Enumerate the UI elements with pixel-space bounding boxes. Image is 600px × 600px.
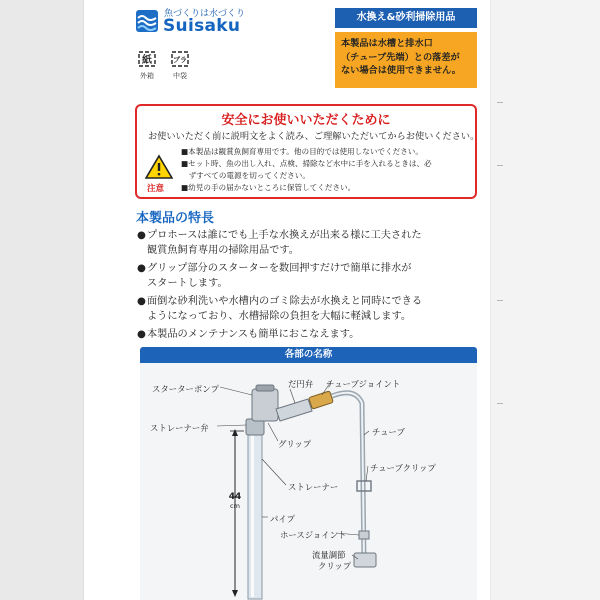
safety-item: ■本製品は観賞魚飼育専用です。他の目的では使用しないでください。 — [181, 147, 423, 156]
feature-line: ようになっており、水槽掃除の負担を大幅に軽減します。 — [147, 311, 412, 322]
label-flow-clip-2: クリップ — [318, 561, 352, 571]
paper-recycle-mark — [132, 48, 162, 81]
usage-notice-line: 本製品は水槽と排水口 — [341, 38, 433, 49]
label-hose-joint: ホースジョイント — [280, 530, 347, 540]
label-strainer: ストレーナー — [288, 482, 339, 492]
label-starter-pump: スターターポンプ — [152, 384, 219, 394]
warning-label: 注意 — [147, 184, 165, 194]
hose-joint-shape — [359, 531, 369, 539]
safety-item: ■セット時、魚の出し入れ、点検、掃除など水中に手を入れるときは、必 — [181, 159, 432, 168]
category-badge: 水換え&砂利掃除用品 — [335, 8, 477, 28]
features-title: 本製品の特長 — [136, 211, 215, 226]
edge-mark — [497, 102, 503, 103]
safety-item: ずすべての電源を切ってください。 — [181, 171, 310, 180]
bullet-icon: ● — [137, 230, 146, 241]
feature-line: 観賞魚飼育専用の掃除用品です。 — [147, 245, 299, 256]
feature-item — [137, 261, 477, 291]
feature-line: 本製品のメンテナンスも簡単におこなえます。 — [147, 329, 360, 340]
label-check-valve: だ円弁 — [288, 379, 314, 389]
brand-name: Suisaku — [163, 16, 241, 36]
brand-tagline: 魚づくりは水づくり — [164, 9, 246, 19]
bullet-icon: ● — [137, 296, 146, 307]
usage-notice — [335, 32, 477, 88]
height-unit: cm — [230, 502, 240, 510]
starter-pump-shape — [252, 389, 278, 421]
flow-clip-shape — [354, 553, 376, 567]
svg-text:紙: 紙 — [142, 55, 152, 66]
paper-recycle-label: 外箱 — [140, 72, 154, 80]
bullet-icon: ● — [137, 263, 146, 274]
safety-item: ■幼児の手の届かないところに保管してください。 — [181, 183, 356, 192]
usage-notice-line: ない場合は使用できません。 — [341, 65, 461, 76]
label-tube-clip: チューブクリップ — [370, 463, 436, 473]
feature-line: 面倒な砂利洗いや水槽内のゴミ除去が水換えと同時にできる — [147, 296, 423, 307]
grip-shape — [276, 399, 312, 421]
usage-notice-line: （チューブ先端）との落差が — [341, 51, 460, 63]
background-edge — [490, 0, 600, 600]
recycle-icon — [135, 48, 159, 70]
parts-diagram — [140, 363, 477, 600]
warning-triangle-icon — [145, 154, 173, 180]
safety-title: 安全にお使いいただくために — [221, 113, 391, 128]
label-tube-joint: チューブジョイント — [326, 379, 401, 389]
height-dimension — [228, 492, 242, 510]
tube-joint-shape — [309, 391, 334, 409]
plastic-recycle-mark — [165, 48, 195, 81]
edge-mark — [497, 165, 503, 166]
label-tube: チューブ — [372, 427, 405, 437]
bullet-icon: ● — [137, 329, 146, 340]
feature-line: スタートします。 — [147, 278, 228, 289]
feature-item — [137, 228, 477, 258]
feature-line: グリップ部分のスターターを数回押すだけで簡単に排水が — [147, 263, 412, 274]
feature-item — [137, 327, 477, 342]
plastic-recycle-label: 中袋 — [173, 72, 187, 80]
feature-item — [137, 294, 477, 324]
parts-header: 各部の名称 — [140, 347, 477, 363]
pipe-shape — [248, 431, 262, 599]
feature-line: プロホースは誰にでも上手な水換えが出来る様に工夫された — [147, 230, 422, 241]
wave-logo-icon — [136, 10, 158, 32]
label-pipe: パイプ — [270, 514, 295, 524]
brand-logo-block — [136, 4, 266, 44]
label-grip: グリップ — [278, 439, 312, 449]
height-value: 44 — [228, 492, 242, 502]
edge-mark — [497, 403, 503, 404]
edge-mark — [497, 300, 503, 301]
svg-text:プラ: プラ — [173, 56, 187, 64]
label-flow-clip: 流量調節 — [312, 550, 346, 560]
safety-warning-box — [135, 104, 480, 199]
safety-intro: お使いいただく前に説明文をよく読み、ご理解いただいてからお使いください。 — [148, 131, 480, 142]
label-strainer-valve: ストレーナー弁 — [150, 423, 209, 433]
recycle-icon — [168, 48, 192, 70]
